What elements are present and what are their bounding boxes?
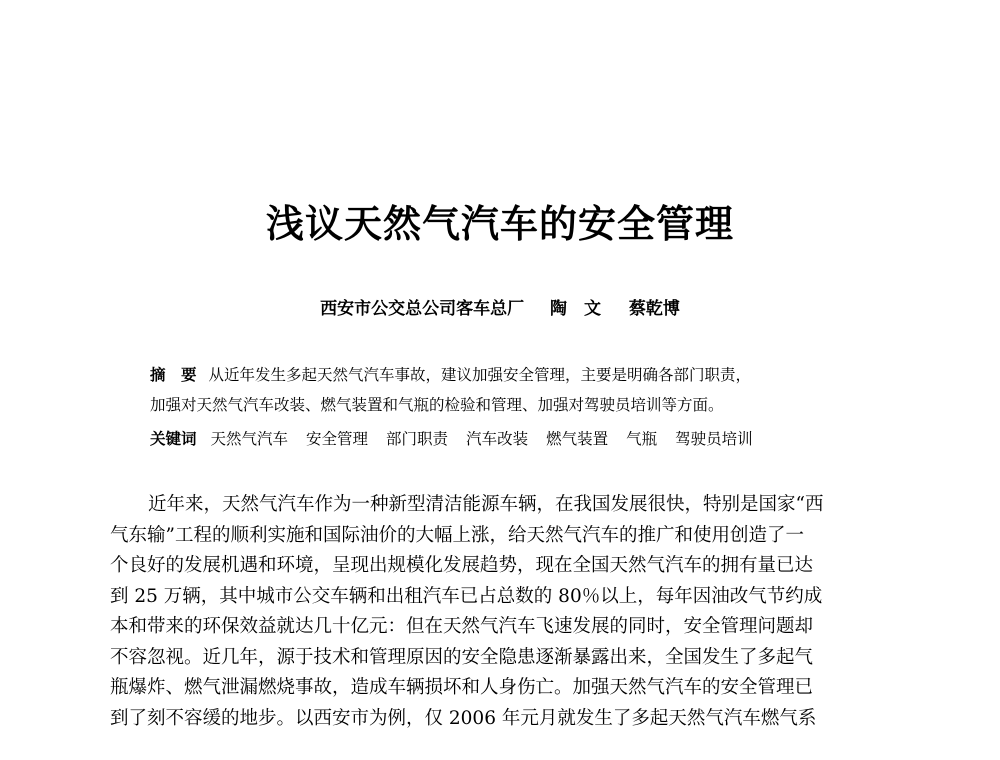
body-line: 不容忽视。近几年，源于技术和管理原因的安全隐患逐渐暴露出来，全国发生了多起气 [110,646,814,668]
abstract-label: 摘 要 [150,365,197,384]
abstract [150,360,870,420]
paper-title: 浅议天然气汽车的安全管理 [265,201,734,246]
keywords [150,424,870,454]
keywords-label: 关键词 [150,429,197,448]
body-line: 近年来，天然气汽车作为一种新型清洁能源车辆，在我国发展很快，特别是国家“西 [148,494,824,515]
author-name: 陶 文 [550,299,601,319]
body-paragraph [110,490,892,734]
abstract-line [150,360,870,390]
keyword: 安全管理 [306,430,369,448]
abstract-text: 从近年发生多起天然气汽车事故，建议加强安全管理，主要是明确各部门职责， [208,366,752,384]
byline [0,296,1000,322]
abstract-text: 加强对天然气汽车改装、燃气装置和气瓶的检验和管理、加强对驾驶员培训等方面。 [150,396,724,414]
author-name: 蔡乾博 [628,299,680,319]
keyword: 气瓶 [626,430,658,448]
body-line: 气东输”工程的顺利实施和国际油价的大幅上涨，给天然气汽车的推广和使用创造了一 [110,524,804,546]
body-line: 到 25 万辆，其中城市公交车辆和出租汽车已占总数的 80％以上，每年因油改气节约成 [110,585,823,607]
body-line: 本和带来的环保效益就达几十亿元：但在天然气汽车飞速发展的同时，安全管理问题却 [110,616,814,637]
keyword: 汽车改装 [466,430,529,448]
keyword: 部门职责 [386,430,449,448]
keyword: 驾驶员培训 [675,430,753,448]
affiliation: 西安市公交总公司客车总厂 [320,299,525,319]
keyword: 燃气装置 [546,430,609,448]
body-line: 瓶爆炸、燃气泄漏燃烧事故，造成车辆损坏和人身伤亡。加强天然气汽车的安全管理已 [110,677,814,698]
keyword: 天然气汽车 [210,430,289,448]
body-line: 个良好的发展机遇和环境，呈现出规模化发展趋势，现在全国天然气汽车的拥有量已达 [110,555,814,576]
body-line: 到了刻不容缓的地步。以西安市为例，仅 2006 年元月就发生了多起天然气汽车燃气系 [110,707,817,729]
